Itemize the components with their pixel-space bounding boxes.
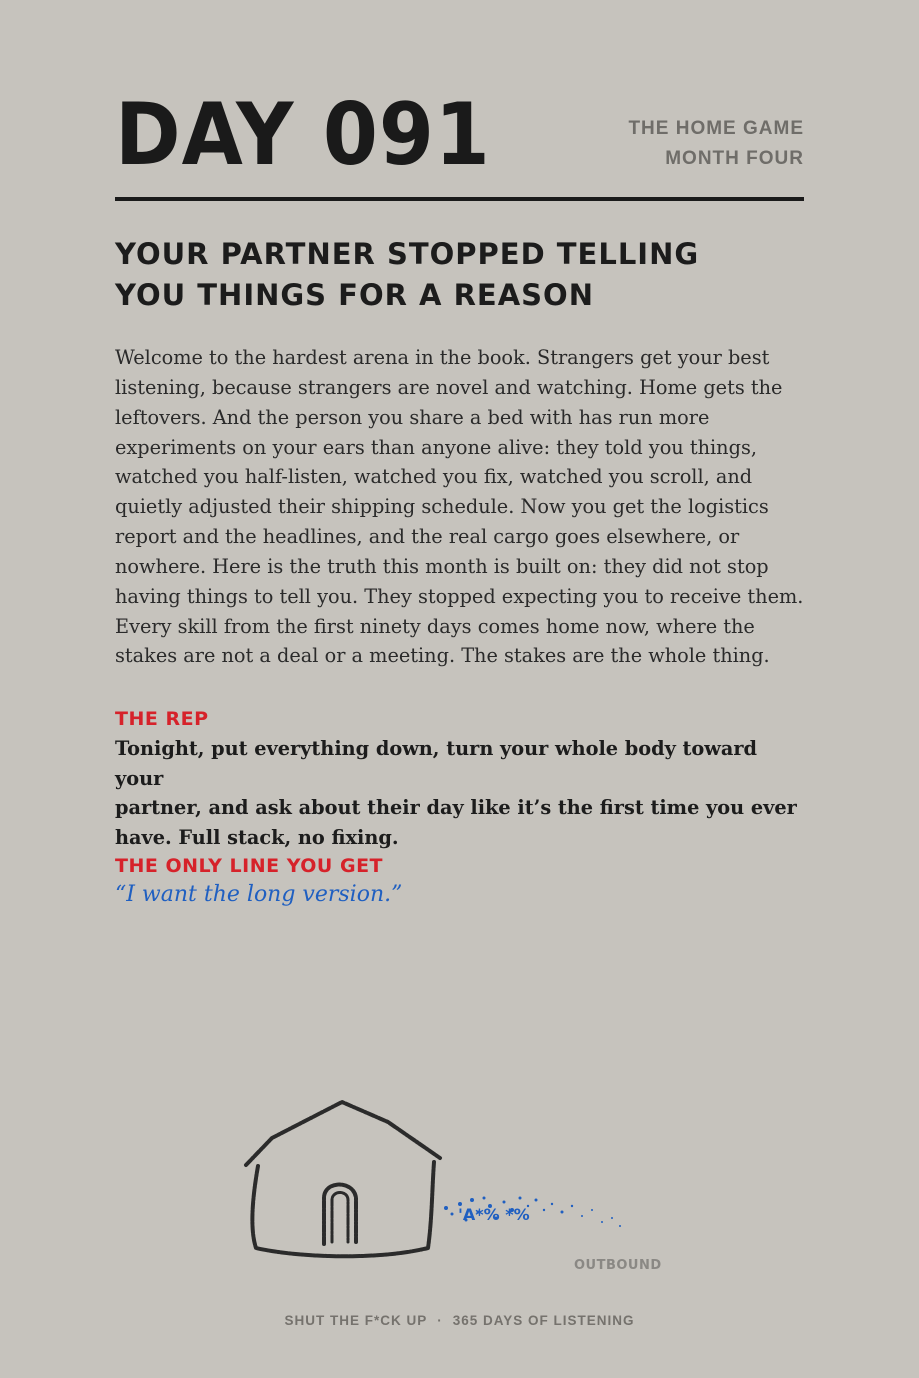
body-line: listening, because strangers are novel and watching. Home gets the: [115, 375, 783, 399]
body-line: Every skill from the first ninety days comes home now, where the: [115, 614, 755, 638]
body-line: Welcome to the hardest arena in the book. Strangers get your best: [115, 346, 770, 369]
only-line-label: THE ONLY LINE YOU GET: [115, 855, 384, 877]
header-divider: [115, 197, 804, 201]
body-line: quietly adjusted their shipping schedule. Now you get the logistics: [115, 495, 769, 519]
headline-line: YOU THINGS FOR A REASON: [115, 278, 594, 312]
only-line-quote: “I want the long version.”: [115, 882, 403, 907]
body-line: stakes are not a deal or a meeting. The stakes are the whole thing.: [115, 644, 770, 668]
particles-glyphs: 'A*% *%: [458, 1205, 530, 1224]
day-title: DAY 091: [115, 85, 491, 185]
headline-line: YOUR PARTNER STOPPED TELLING: [115, 237, 700, 271]
footer: [0, 1313, 919, 1328]
rep-line: partner, and ask about their day like it’s the first time you ever: [115, 796, 797, 819]
outbound-label: OUTBOUND: [574, 1258, 662, 1273]
rep-line: have. Full stack, no fixing.: [115, 825, 399, 849]
body-line: watched you half-listen, watched you fix, watched you scroll, and: [115, 465, 753, 489]
footer-subtitle: 365 DAYS OF LISTENING: [452, 1313, 635, 1328]
rep-line: Tonight, put everything down, turn your whole body toward your: [115, 737, 758, 790]
headline: [115, 234, 804, 316]
body-line: report and the headlines, and the real cargo goes elsewhere, or: [115, 525, 740, 549]
body-line: nowhere. Here is the truth this month is built on: they did not stop: [115, 554, 769, 578]
body-paragraph: [115, 343, 804, 671]
month-kicker: MONTH FOUR: [665, 148, 804, 169]
body-line: leftovers. And the person you share a bed with has run more: [115, 405, 710, 429]
rep-instructions: [115, 734, 804, 852]
rep-label: THE REP: [115, 708, 209, 730]
footer-separator: ·: [437, 1313, 443, 1328]
body-line: experiments on your ears than anyone alive: they told you things,: [115, 435, 757, 459]
footer-title: SHUT THE F*CK UP: [284, 1313, 428, 1328]
body-line: having things to tell you. They stopped expecting you to receive them.: [115, 584, 804, 608]
section-kicker: THE HOME GAME: [628, 118, 804, 139]
